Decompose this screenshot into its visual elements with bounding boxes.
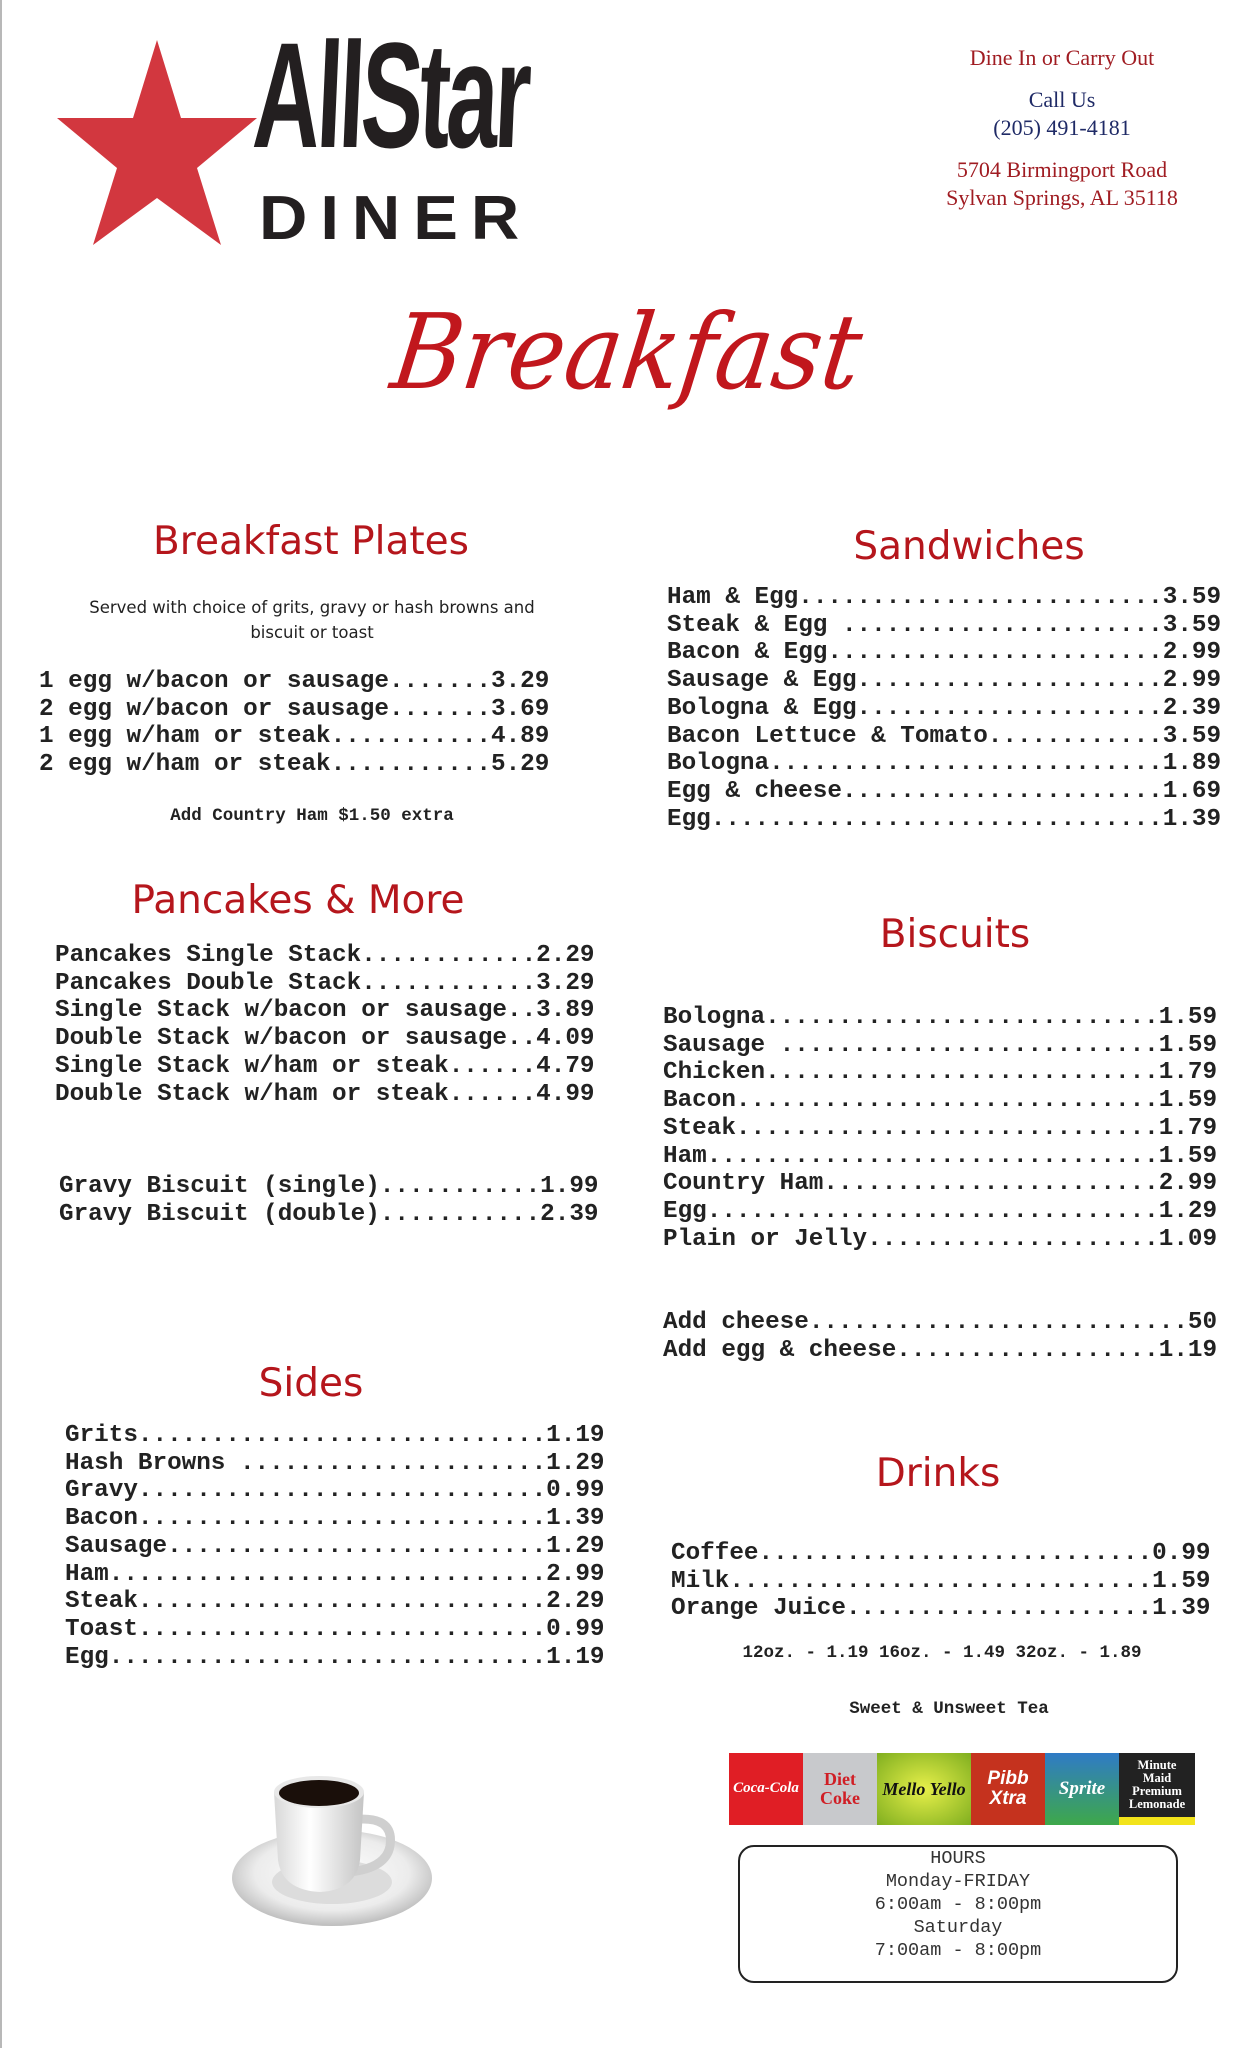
menu-item	[39, 668, 549, 696]
menu-item-price: 1.29	[1158, 1197, 1218, 1225]
menu-item-price: 3.59	[1162, 611, 1222, 639]
menu-item-name: Bacon	[65, 1505, 138, 1533]
dot-leader: ......................	[841, 611, 1163, 639]
dot-leader: ...............................	[710, 805, 1163, 833]
menu-item	[55, 997, 595, 1025]
dot-leader: ..............................	[108, 1560, 547, 1588]
menu-item-price: 1.59	[1152, 1567, 1211, 1595]
menu-item-price: 3.89	[536, 997, 595, 1025]
menu-item	[55, 1053, 595, 1081]
dot-leader: .............................	[735, 1114, 1159, 1142]
menu-item	[65, 1450, 605, 1478]
menu-item	[663, 1226, 1217, 1254]
menu-item-name: Toast	[65, 1615, 138, 1643]
dot-leader: .......	[388, 695, 492, 723]
menu-item-price: 3.59	[1162, 722, 1222, 750]
menu-item	[667, 806, 1221, 834]
dot-leader: ..	[507, 1025, 537, 1053]
menu-item-price: 1.19	[546, 1422, 605, 1449]
menu-item-price: 1.69	[1162, 777, 1222, 805]
menu-item-name: Sausage & Egg	[667, 667, 857, 695]
logo-allstar: AllStar	[250, 11, 532, 179]
menu-item-name: Hash Browns	[65, 1449, 240, 1477]
menu-item-name: Country Ham	[663, 1170, 824, 1198]
diner-logo	[57, 11, 667, 253]
menu-item-name: Steak	[663, 1114, 736, 1142]
tea-note: Sweet & Unsweet Tea	[849, 1699, 1049, 1719]
menu-item	[55, 1081, 595, 1109]
dot-leader: ............................	[137, 1477, 547, 1505]
menu-item-price: 4.09	[536, 1025, 595, 1053]
menu-item-price: 0.99	[1152, 1540, 1211, 1567]
heading-drinks: Drinks	[875, 1451, 1001, 1496]
menu-item	[65, 1561, 605, 1589]
menu-item-price: 0.99	[546, 1477, 605, 1505]
menu-item-name: Bacon	[663, 1087, 736, 1115]
menu-item-name: Plain or Jelly	[663, 1225, 868, 1253]
menu-item-price: 2.99	[546, 1560, 605, 1588]
menu-item	[663, 1143, 1217, 1171]
menu-item-name: Egg	[65, 1643, 109, 1671]
drinks-list	[671, 1540, 1211, 1623]
menu-item-price: 2.39	[540, 1200, 599, 1228]
menu-item	[671, 1595, 1211, 1623]
pibb-xtra-logo: Pibb Xtra	[971, 1753, 1045, 1825]
menu-item-price: 4.89	[491, 723, 550, 751]
menu-item-price: .50	[1173, 1309, 1218, 1336]
heading-sides: Sides	[258, 1361, 364, 1406]
menu-item	[65, 1422, 605, 1450]
menu-item	[55, 942, 595, 970]
heading-breakfast-plates: Breakfast Plates	[153, 519, 469, 564]
menu-item	[59, 1201, 599, 1229]
menu-item	[663, 1032, 1217, 1060]
menu-item-name: Steak	[65, 1588, 138, 1616]
dot-leader: ..........................	[779, 1031, 1159, 1059]
menu-item-name: Sausage	[663, 1031, 780, 1059]
menu-item	[667, 639, 1221, 667]
tea-sizes: 12oz. - 1.19 16oz. - 1.49 32oz. - 1.89	[742, 1643, 1142, 1663]
menu-item-name: Add egg & cheese	[663, 1336, 897, 1364]
menu-item-price: 4.79	[536, 1052, 595, 1080]
menu-item-price: 2.99	[1158, 1170, 1218, 1198]
menu-item	[663, 1337, 1217, 1365]
menu-item-name: Double Stack w/ham or steak	[55, 1080, 449, 1108]
saturday-label: Saturday	[913, 1917, 1003, 1938]
menu-item	[59, 1173, 599, 1201]
menu-item-price: 1.79	[1158, 1059, 1218, 1087]
dot-leader: ............................	[137, 1588, 547, 1616]
menu-item-price: 1.09	[1158, 1225, 1218, 1253]
dot-leader: ..	[507, 997, 537, 1025]
dot-leader: .......	[388, 668, 492, 695]
pancakes-list	[55, 942, 595, 1108]
menu-item	[663, 1309, 1217, 1337]
dot-leader: ...........	[379, 1200, 541, 1228]
diet-coke-logo: Diet Coke	[803, 1753, 877, 1825]
menu-item-name: Sausage	[65, 1532, 168, 1560]
sprite-logo: Sprite	[1045, 1753, 1119, 1825]
dot-leader: ...............................	[706, 1142, 1159, 1170]
menu-item-name: 2 egg w/bacon or sausage	[39, 695, 389, 723]
plates-note: Served with choice of grits, gravy or hash browns and biscuit or toast	[89, 598, 535, 642]
gravy-list	[59, 1173, 599, 1228]
dot-leader: ............	[361, 969, 537, 997]
menu-item-name: Gravy	[65, 1477, 138, 1505]
menu-item-name: Bologna	[667, 750, 770, 778]
logo-diner: DINER	[259, 184, 533, 253]
menu-item-name: Egg & cheese	[667, 777, 842, 805]
menu-item	[667, 695, 1221, 723]
menu-item-price: 5.29	[491, 751, 550, 779]
dot-leader: ......................	[841, 777, 1163, 805]
menu-item	[667, 667, 1221, 695]
dot-leader: .............................	[735, 1087, 1159, 1115]
dot-leader: ...........................	[758, 1540, 1153, 1567]
menu-item-name: Ham	[663, 1142, 707, 1170]
menu-item-price: 1.39	[1162, 805, 1222, 833]
menu-item-name: Milk	[671, 1567, 730, 1595]
phone-number[interactable]: (205) 491-4181	[993, 115, 1131, 140]
dot-leader: ...........	[330, 751, 492, 779]
menu-item	[65, 1588, 605, 1616]
menu-item-price: 0.99	[546, 1615, 605, 1643]
dot-leader: ............................	[137, 1615, 547, 1643]
menu-item-price: 1.79	[1158, 1114, 1218, 1142]
plates-list	[39, 668, 549, 779]
menu-item	[671, 1540, 1211, 1568]
menu-item-name: Orange Juice	[671, 1595, 846, 1623]
menu-item-price: 1.59	[1158, 1142, 1218, 1170]
star-icon	[57, 40, 257, 245]
dot-leader: ...........	[330, 723, 492, 751]
menu-item	[663, 1170, 1217, 1198]
menu-item-name: Single Stack w/bacon or sausage	[55, 997, 507, 1025]
menu-item-price: 3.59	[1162, 584, 1222, 611]
menu-item-price: 1.19	[1158, 1336, 1218, 1364]
menu-item	[55, 1025, 595, 1053]
dot-leader: ............................	[137, 1505, 547, 1533]
plates-extra-note: Add Country Ham $1.50 extra	[170, 806, 454, 826]
menu-item-price: 3.69	[491, 695, 550, 723]
heading-biscuits: Biscuits	[879, 912, 1031, 957]
drink-brand-logos	[729, 1753, 1195, 1825]
dot-leader: .....................	[856, 694, 1163, 722]
heading-pancakes: Pancakes & More	[131, 878, 465, 923]
address-line-1: 5704 Birmingport Road	[956, 157, 1168, 182]
dot-leader: ............................	[137, 1422, 547, 1449]
menu-item-name: Gravy Biscuit (single)	[59, 1173, 380, 1200]
menu-item-price: 1.29	[546, 1449, 605, 1477]
menu-item	[663, 1198, 1217, 1226]
menu-item-name: Bologna	[663, 1004, 766, 1031]
menu-item	[65, 1616, 605, 1644]
menu-title: Breakfast	[385, 291, 869, 413]
dot-leader: ......	[448, 1052, 537, 1080]
dot-leader: ..............................	[108, 1643, 547, 1671]
menu-item	[39, 696, 549, 724]
dot-leader: .......................	[827, 639, 1163, 667]
dot-leader: ...........................	[765, 1004, 1159, 1031]
dot-leader: .......................	[823, 1170, 1159, 1198]
service-type: Dine In or Carry Out	[969, 45, 1155, 70]
biscuit-addons-list	[663, 1309, 1217, 1364]
menu-item	[65, 1644, 605, 1672]
menu-item	[65, 1505, 605, 1533]
menu-item-price: 3.29	[536, 969, 595, 997]
menu-item-name: Steak & Egg	[667, 611, 842, 639]
saturday-hours: 7:00am - 8:00pm	[874, 1940, 1042, 1961]
dot-leader: ............	[987, 722, 1163, 750]
minute-maid-logo: Minute Maid Premium Lemonade	[1119, 1753, 1195, 1825]
menu-item	[663, 1087, 1217, 1115]
coca-cola-logo: Coca-Cola	[729, 1753, 803, 1825]
dot-leader: .............................	[729, 1567, 1153, 1595]
coffee-cup-image	[230, 1760, 440, 1950]
menu-item-name: Grits	[65, 1422, 138, 1449]
menu-item-price: 1.29	[546, 1532, 605, 1560]
dot-leader: ....................	[867, 1225, 1159, 1253]
menu-item	[667, 778, 1221, 806]
dot-leader: ..................	[896, 1336, 1159, 1364]
menu-item	[65, 1533, 605, 1561]
sides-list	[65, 1422, 605, 1671]
dot-leader: .....................	[239, 1449, 547, 1477]
menu-item-price: 3.29	[491, 668, 550, 695]
menu-item	[663, 1004, 1217, 1032]
dot-leader: ..........................	[167, 1532, 547, 1560]
weekday-hours: 6:00am - 8:00pm	[874, 1894, 1042, 1915]
menu-item-name: Bacon & Egg	[667, 639, 828, 667]
menu-item-name: 1 egg w/bacon or sausage	[39, 668, 389, 695]
menu-item-name: Single Stack w/ham or steak	[55, 1052, 449, 1080]
call-label: Call Us	[1028, 87, 1096, 112]
menu-item	[671, 1568, 1211, 1596]
menu-item-name: Pancakes Double Stack	[55, 969, 362, 997]
menu-item-name: Add cheese	[663, 1309, 809, 1336]
hours-label: HOURS	[930, 1848, 986, 1869]
menu-item-price: 1.39	[1152, 1595, 1211, 1623]
menu-item	[667, 612, 1221, 640]
dot-leader: .....................	[845, 1595, 1153, 1623]
menu-item	[667, 584, 1221, 612]
menu-item	[667, 750, 1221, 778]
menu-item	[663, 1115, 1217, 1143]
menu-item-name: Coffee	[671, 1540, 759, 1567]
dot-leader: ...........................	[769, 750, 1163, 778]
mello-yello-logo: Mello Yello	[877, 1753, 971, 1825]
sandwiches-list	[667, 584, 1221, 833]
menu-item-name: Gravy Biscuit (double)	[59, 1200, 380, 1228]
menu-item-name: Ham & Egg	[667, 584, 799, 611]
dot-leader: .....................	[856, 667, 1163, 695]
menu-item-price: 1.99	[540, 1173, 599, 1200]
menu-item-price: 2.29	[546, 1588, 605, 1616]
menu-item-price: 4.99	[536, 1080, 595, 1108]
address-line-2: Sylvan Springs, AL 35118	[946, 185, 1178, 210]
menu-item-price: 2.99	[1162, 639, 1222, 667]
dot-leader: .........................	[798, 584, 1163, 611]
menu-item-price: 1.59	[1158, 1087, 1218, 1115]
menu-item	[667, 723, 1221, 751]
menu-item-price: 2.29	[536, 942, 595, 969]
dot-leader: ......	[448, 1080, 537, 1108]
menu-item-name: 2 egg w/ham or steak	[39, 751, 331, 779]
menu-item-price: 1.19	[546, 1643, 605, 1671]
menu-item-name: Ham	[65, 1560, 109, 1588]
dot-leader: ............	[361, 942, 537, 969]
menu-item	[55, 970, 595, 998]
menu-item-price: 2.39	[1162, 694, 1222, 722]
weekday-label: Monday-FRIDAY	[885, 1871, 1031, 1892]
menu-item	[663, 1059, 1217, 1087]
menu-item	[39, 723, 549, 751]
dot-leader: .........................	[808, 1309, 1174, 1336]
biscuits-list	[663, 1004, 1217, 1253]
menu-item-name: Bologna & Egg	[667, 694, 857, 722]
menu-item-price: 1.59	[1158, 1031, 1218, 1059]
heading-sandwiches: Sandwiches	[853, 524, 1085, 569]
menu-item-price: 2.99	[1162, 667, 1222, 695]
menu-item-name: Chicken	[663, 1059, 766, 1087]
menu-item	[39, 751, 549, 779]
menu-item-price: 1.89	[1162, 750, 1222, 778]
menu-item-price: 1.39	[546, 1505, 605, 1533]
menu-item-name: Egg	[667, 805, 711, 833]
hours-box	[738, 1845, 1178, 1983]
menu-item-name: Double Stack w/bacon or sausage	[55, 1025, 507, 1053]
menu-item-name: Egg	[663, 1197, 707, 1225]
menu-item-name: Pancakes Single Stack	[55, 942, 362, 969]
dot-leader: ...........................	[765, 1059, 1159, 1087]
menu-item-price: 1.59	[1158, 1004, 1218, 1031]
menu-item-name: Bacon Lettuce & Tomato	[667, 722, 988, 750]
menu-item-name: 1 egg w/ham or steak	[39, 723, 331, 751]
dot-leader: ...............................	[706, 1197, 1159, 1225]
dot-leader: ...........	[379, 1173, 541, 1200]
menu-item	[65, 1477, 605, 1505]
